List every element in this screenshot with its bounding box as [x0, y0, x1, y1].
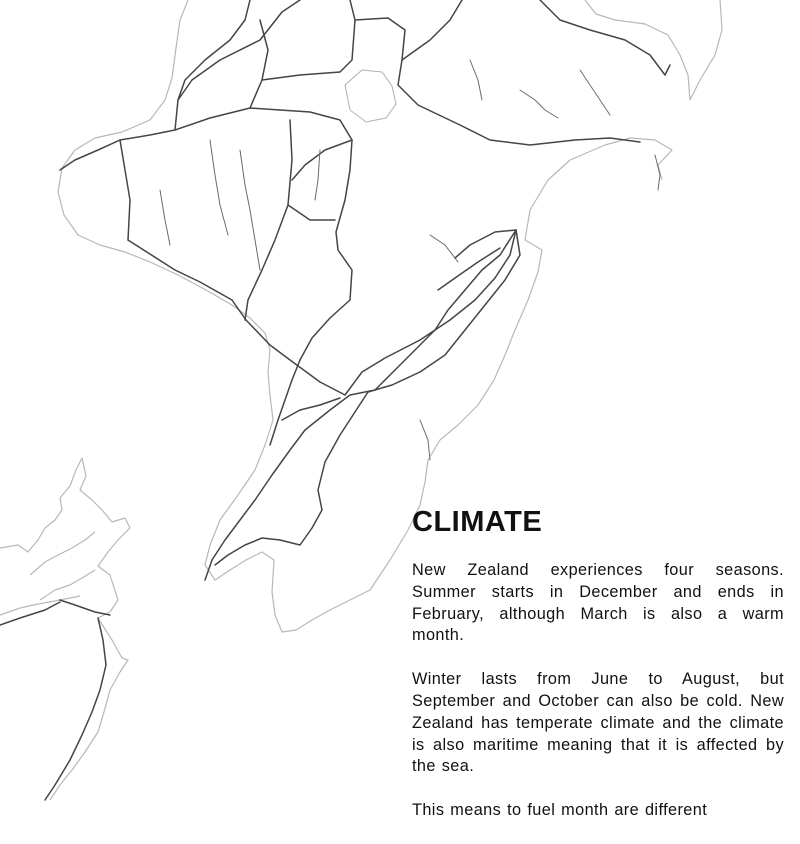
article-paragraph-1: New Zealand experiences four seasons. Summer starts in December and ends in February, although March is also a warm month.	[412, 561, 784, 645]
sounds-inlet-b	[40, 570, 95, 600]
lake-taupo	[345, 70, 396, 122]
east-cape-coastline	[585, 0, 722, 100]
article-title: CLIMATE	[412, 506, 543, 538]
minor-roads	[160, 60, 660, 460]
climate-article	[412, 504, 784, 844]
sounds-inlet-a	[30, 532, 95, 575]
marlborough-sounds-coastline	[0, 458, 130, 800]
article-paragraph-3: This means to fuel month are different	[412, 801, 708, 820]
article-paragraph-2: Winter lasts from June to August, but September and October can also be cold. New Zealand has temperate climate and the climate is also maritime meaning that it is affected by the sea.	[412, 670, 784, 776]
